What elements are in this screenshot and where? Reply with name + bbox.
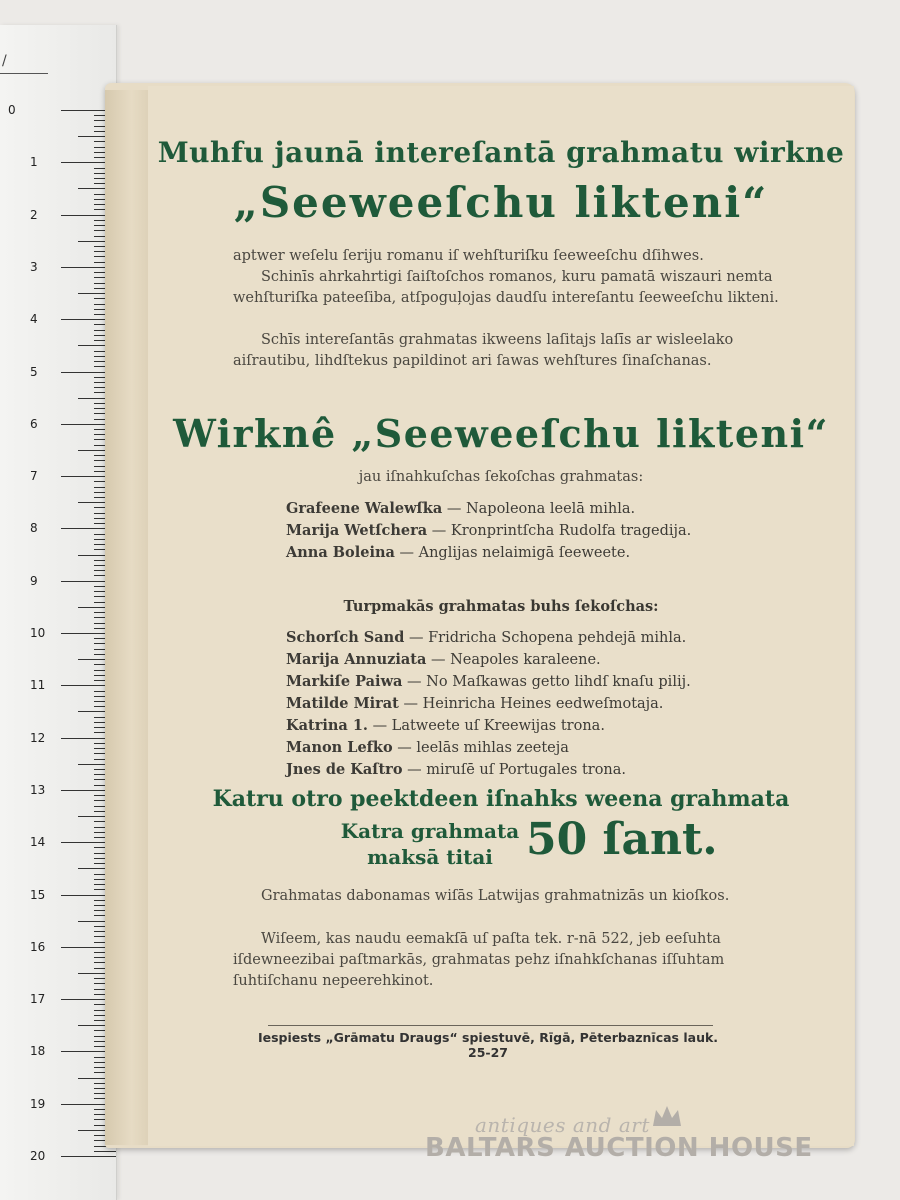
upcoming-list [286, 627, 756, 781]
ruler-number: 0 [8, 103, 16, 117]
series-title: „Seeweeſchu likteni“ [233, 178, 769, 227]
published-label: jau iſnahkuſchas ſekoſchas grahmatas: [358, 469, 644, 485]
advertisement-page [148, 86, 854, 1146]
ruler-number: 15 [30, 887, 46, 902]
list-item: Katrina 1. — Latweete uſ Kreewijas trona. [286, 717, 605, 734]
ruler-number: 18 [30, 1044, 46, 1059]
crown-icon [650, 1102, 684, 1130]
list-item: Schorſch Sand — Fridricha Schopena pehdejā mihla. [286, 629, 687, 646]
ruler-number: 13 [30, 782, 46, 797]
ruler-tick [94, 1151, 116, 1152]
ruler-number: 9 [30, 573, 38, 588]
ruler-tick [61, 1156, 116, 1157]
ruler-number: 12 [30, 730, 46, 745]
series-heading: Wirknê „Seeweeſchu likteni“ [173, 411, 829, 456]
ruler-number: 5 [30, 364, 38, 379]
price-value: 50 ſant. [526, 814, 718, 865]
ruler-number: 11 [30, 678, 46, 693]
printer-imprint: Iespiests „Grāmatu Draugs“ spiestuvē, Rīgā, Pēterbaznīcas lauk. 25-27 [257, 1030, 719, 1060]
ruler-number: 7 [30, 469, 38, 484]
ruler-number: 6 [30, 416, 38, 431]
list-item: Markiſe Paiwa — No Maſkawas getto lihdſ knaſu pilij. [286, 673, 691, 690]
distribution-paragraph-2: Wiſeem, kas naudu eemakſā uſ paſta tek. r-nā 522, jeb eeſuhta iſdewneezibai paſtmarkās, grahmatas pehz iſnahkſchanas iſſuhtam ſuhtiſchanu nepeerehkinot. [233, 931, 725, 989]
watermark-tagline: antiques and art [475, 1113, 650, 1137]
ruler-number: 1 [30, 155, 38, 170]
page-heading: Muhfu jaunā intereſantā grahmatu wirkne [157, 136, 845, 169]
upcoming-label: Turpmakās grahmatas buhs ſekoſchas: [343, 598, 659, 615]
ruler-top-mark: / [2, 53, 7, 69]
price-label [330, 818, 530, 870]
ruler-number: 10 [30, 626, 46, 640]
list-item: Marija Wetſchera — Kronprintſcha Rudolfa tragedija. [286, 522, 692, 539]
intro-paragraph-2: Schinīs ahrkahrtigi ſaiſtoſchos romanos, kuru pamatā wiszauri nemta wehſturiſka pateeſiba, atſpoguļojas daudſu intereſantu ſeeweeſchu likteni. [233, 269, 779, 306]
price-line-2: maksā titai [367, 845, 493, 869]
intro-paragraph-1: aptwer weſelu ſeriju romanu iſ wehſturiſku ſeeweeſchu dſihwes. [233, 248, 704, 264]
measuring-ruler [0, 25, 117, 1200]
watermark-brand: BALTARS AUCTION HOUSE [425, 1133, 813, 1163]
ruler-number: 20 [30, 1149, 46, 1163]
ruler-number: 8 [30, 521, 38, 536]
ruler-number: 19 [30, 1096, 46, 1111]
publication-frequency: Katru otro peektdeen iſnahks weena grahmata [212, 786, 790, 812]
ruler-top-line [0, 73, 48, 74]
ruler-number: 4 [30, 312, 38, 327]
list-item: Manon Lefko — leelās mihlas zeeteja [286, 739, 569, 756]
distribution-paragraph-1: Grahmatas dabonamas wiſās Latwijas grahmatnizās un kioſkos. [261, 888, 730, 904]
ruler-number: 3 [30, 259, 38, 274]
list-item: Marija Annuziata — Neapoles karaleene. [286, 651, 601, 668]
list-item: Anna Boleina — Anglijas nelaimigā ſeeweete. [286, 544, 631, 561]
list-item: Grafeene Walewſka — Napoleona leelā mihla. [286, 500, 636, 517]
published-list [286, 498, 756, 564]
price-line-1: Katra grahmata [340, 819, 520, 843]
ruler-number: 14 [30, 835, 46, 850]
ruler-number: 17 [30, 992, 46, 1007]
book-spine [105, 90, 150, 1145]
list-item: Jnes de Kaſtro — miruſē uſ Portugales trona. [286, 761, 627, 778]
list-item: Matilde Mirat — Heinricha Heines eedweſmotaja. [286, 695, 664, 712]
ruler-number: 16 [30, 939, 46, 954]
footer-divider [268, 1025, 713, 1026]
intro-paragraph-3: Schīs intereſantās grahmatas ikweens laſitajs laſīs ar wisleelako aiſrautibu, lihdſtekus papildinot ari ſawas wehſtures ſinaſchanas. [233, 332, 734, 369]
ruler-number: 2 [30, 207, 38, 222]
